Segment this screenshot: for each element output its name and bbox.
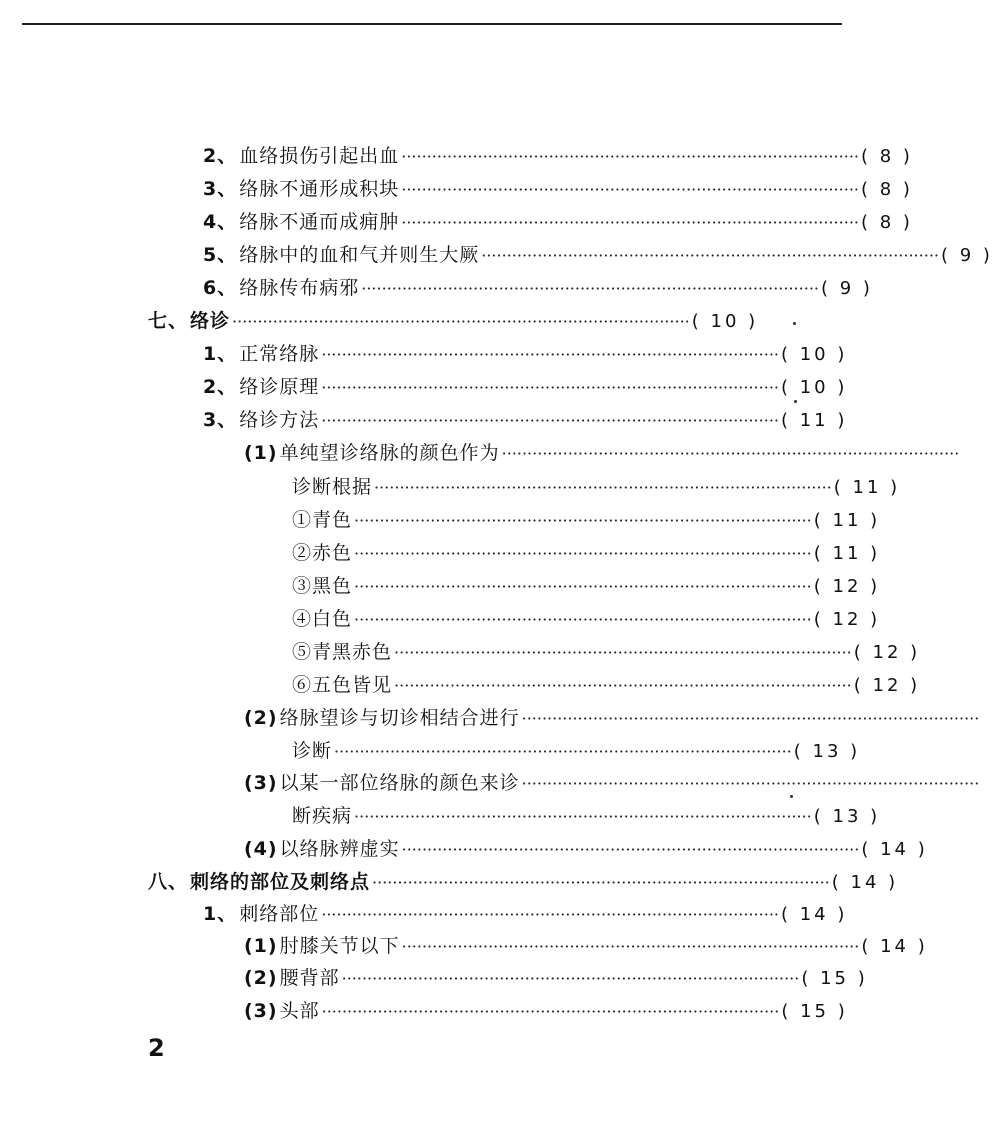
toc-entry-page: ( 14 ) xyxy=(831,872,899,893)
dot-leader: ·························································································· xyxy=(321,378,779,397)
toc-entry-page: ( 15 ) xyxy=(801,968,868,989)
toc-entry-number: 6、 xyxy=(203,277,238,299)
toc-entry-number: 3、 xyxy=(203,409,238,431)
dot-leader: ·························································································· xyxy=(374,478,832,497)
toc-entry xyxy=(244,768,980,798)
toc-entry-title: 以某一部位络脉的颜色来诊 xyxy=(279,772,520,794)
page-number: 2 xyxy=(148,1034,165,1062)
dot-leader: ·························································································· xyxy=(401,840,860,859)
dot-leader: ·························································································· xyxy=(501,444,960,463)
toc-entry-page: ( 12 ) xyxy=(853,642,921,663)
dot-leader: ·························································································· xyxy=(354,610,812,629)
toc-entry-title: 络脉中的血和气并则生大厥 xyxy=(239,244,480,266)
dot-leader: ·························································································· xyxy=(321,1002,780,1021)
toc-entry xyxy=(244,996,848,1026)
toc-entry-page: ( 12 ) xyxy=(813,576,881,597)
toc-entry-page: ( 10 ) xyxy=(691,311,759,332)
toc-entry-number: 2、 xyxy=(203,145,238,167)
toc-entry-title: 诊断 xyxy=(292,740,333,762)
toc-entry xyxy=(244,703,980,733)
dot-leader: ·························································································· xyxy=(321,345,779,364)
dot-leader: ·························································································· xyxy=(401,213,859,232)
toc-entry xyxy=(290,801,881,831)
dot-leader: ·························································································· xyxy=(354,511,812,530)
toc-section-heading xyxy=(148,867,899,897)
toc-entry-title: 络脉不通形成积块 xyxy=(239,178,400,200)
toc-entry-title: ⑥五色皆见 xyxy=(292,674,393,696)
toc-entry-number: 4、 xyxy=(203,211,238,233)
toc-entry-page: ( 15 ) xyxy=(781,1001,848,1022)
toc-entry-page: ( 12 ) xyxy=(813,609,881,630)
toc-entry-page: ( 9 ) xyxy=(940,245,993,266)
toc-entry-title: 头部 xyxy=(279,1000,320,1022)
toc-entry xyxy=(290,571,881,601)
toc-entry xyxy=(203,372,848,402)
toc-entry-title: ②赤色 xyxy=(292,542,353,564)
toc-entry xyxy=(290,505,881,535)
toc-entry-title: 腰背部 xyxy=(279,967,340,989)
toc-entry-title: 络脉望诊与切诊相结合进行 xyxy=(279,707,520,729)
dot-leader: ·························································································· xyxy=(394,643,852,662)
toc-entry xyxy=(290,736,861,766)
toc-entry xyxy=(244,963,868,993)
toc-entry-number: 1、 xyxy=(203,903,238,925)
toc-entry-number: 七、 xyxy=(148,310,189,332)
dot-leader: ·························································································· xyxy=(334,742,792,761)
toc-entry-number: (1) xyxy=(244,935,278,957)
dot-leader: ·························································································· xyxy=(372,873,830,892)
toc-entry-number: 3、 xyxy=(203,178,238,200)
toc-entry-page: ( 14 ) xyxy=(861,839,928,860)
toc-entry xyxy=(203,207,913,237)
toc-entry-page: ( 11 ) xyxy=(833,477,901,498)
dot-leader: ·························································································· xyxy=(232,312,690,331)
toc-entry xyxy=(244,834,928,864)
toc-entry-page: ( 13 ) xyxy=(813,806,881,827)
toc-entry-title: 肘膝关节以下 xyxy=(279,935,400,957)
toc-entry xyxy=(203,899,848,929)
toc-entry-page: ( 14 ) xyxy=(780,904,848,925)
toc-entry-number: (1) xyxy=(244,442,278,464)
scan-speck xyxy=(794,400,797,403)
toc-entry-title: 络脉不通而成痈肿 xyxy=(239,211,400,233)
toc-entry-number: 5、 xyxy=(203,244,238,266)
dot-leader: ·························································································· xyxy=(521,709,980,728)
dot-leader: ·························································································· xyxy=(354,807,812,826)
toc-entry-title: 刺络部位 xyxy=(239,903,320,925)
toc-entry xyxy=(203,273,873,303)
dot-leader: ·························································································· xyxy=(521,774,980,793)
toc-entry-page: ( 8 ) xyxy=(860,146,913,167)
toc-entry-number: (2) xyxy=(244,707,278,729)
toc-entry-number: (3) xyxy=(244,1000,278,1022)
toc-entry-title: 诊断根据 xyxy=(292,476,373,498)
dot-leader: ·························································································· xyxy=(354,577,812,596)
toc-entry-title: ⑤青黑赤色 xyxy=(292,641,393,663)
toc-entry-page: ( 8 ) xyxy=(860,179,913,200)
toc-entry-title: 络诊方法 xyxy=(239,409,320,431)
toc-entry-page: ( 13 ) xyxy=(793,741,861,762)
toc-entry-title: 络诊 xyxy=(190,310,231,332)
toc-entry-page: ( 10 ) xyxy=(780,377,848,398)
toc-entry xyxy=(290,637,921,667)
toc-entry xyxy=(290,538,881,568)
toc-entry-title: 以络脉辨虚实 xyxy=(279,838,400,860)
toc-entry-page: ( 11 ) xyxy=(780,410,848,431)
toc-entry-title: 血络损伤引起出血 xyxy=(239,145,400,167)
toc-entry-page: ( 14 ) xyxy=(861,936,928,957)
dot-leader: ·························································································· xyxy=(394,676,852,695)
toc-entry xyxy=(290,472,901,502)
toc-entry-title: ④白色 xyxy=(292,608,353,630)
toc-entry xyxy=(203,174,913,204)
toc-entry-title: ①青色 xyxy=(292,509,353,531)
toc-entry-page: ( 10 ) xyxy=(780,344,848,365)
dot-leader: ·························································································· xyxy=(321,411,779,430)
dot-leader: ·························································································· xyxy=(401,147,859,166)
scan-speck xyxy=(793,322,796,325)
toc-entry xyxy=(290,604,881,634)
toc-entry xyxy=(244,438,960,468)
dot-leader: ·························································································· xyxy=(354,544,812,563)
toc-entry-number: 八、 xyxy=(148,871,189,893)
toc-entry-page: ( 8 ) xyxy=(860,212,913,233)
scan-speck xyxy=(790,795,793,798)
toc-entry-title: 刺络的部位及刺络点 xyxy=(190,871,371,893)
toc-entry xyxy=(203,141,913,171)
toc-entry-page: ( 11 ) xyxy=(813,510,881,531)
toc-entry-number: (2) xyxy=(244,967,278,989)
toc-entry-page: ( 11 ) xyxy=(813,543,881,564)
dot-leader: ·························································································· xyxy=(401,937,860,956)
toc-entry-number: (4) xyxy=(244,838,278,860)
toc-entry-title: 单纯望诊络脉的颜色作为 xyxy=(279,442,500,464)
toc-entry-number: (3) xyxy=(244,772,278,794)
toc-entry-title: 断疾病 xyxy=(292,805,353,827)
toc-entry-number: 2、 xyxy=(203,376,238,398)
toc-section-heading xyxy=(148,306,759,336)
dot-leader: ·························································································· xyxy=(361,279,819,298)
toc-entry-title: 正常络脉 xyxy=(239,343,320,365)
toc-entry xyxy=(203,405,848,435)
dot-leader: ·························································································· xyxy=(341,969,800,988)
toc-entry-title: 络诊原理 xyxy=(239,376,320,398)
toc-entry xyxy=(290,670,921,700)
toc-entry-page: ( 9 ) xyxy=(820,278,873,299)
dot-leader: ·························································································· xyxy=(401,180,859,199)
toc-entry-title: ③黑色 xyxy=(292,575,353,597)
toc-entry xyxy=(244,931,928,961)
toc-entry-number: 1、 xyxy=(203,343,238,365)
toc-entry-page: ( 12 ) xyxy=(853,675,921,696)
toc-entry-title: 络脉传布病邪 xyxy=(239,277,360,299)
toc-entry xyxy=(203,339,848,369)
dot-leader: ·························································································· xyxy=(321,905,779,924)
dot-leader: ·························································································· xyxy=(481,246,939,265)
toc-entry xyxy=(203,240,993,270)
